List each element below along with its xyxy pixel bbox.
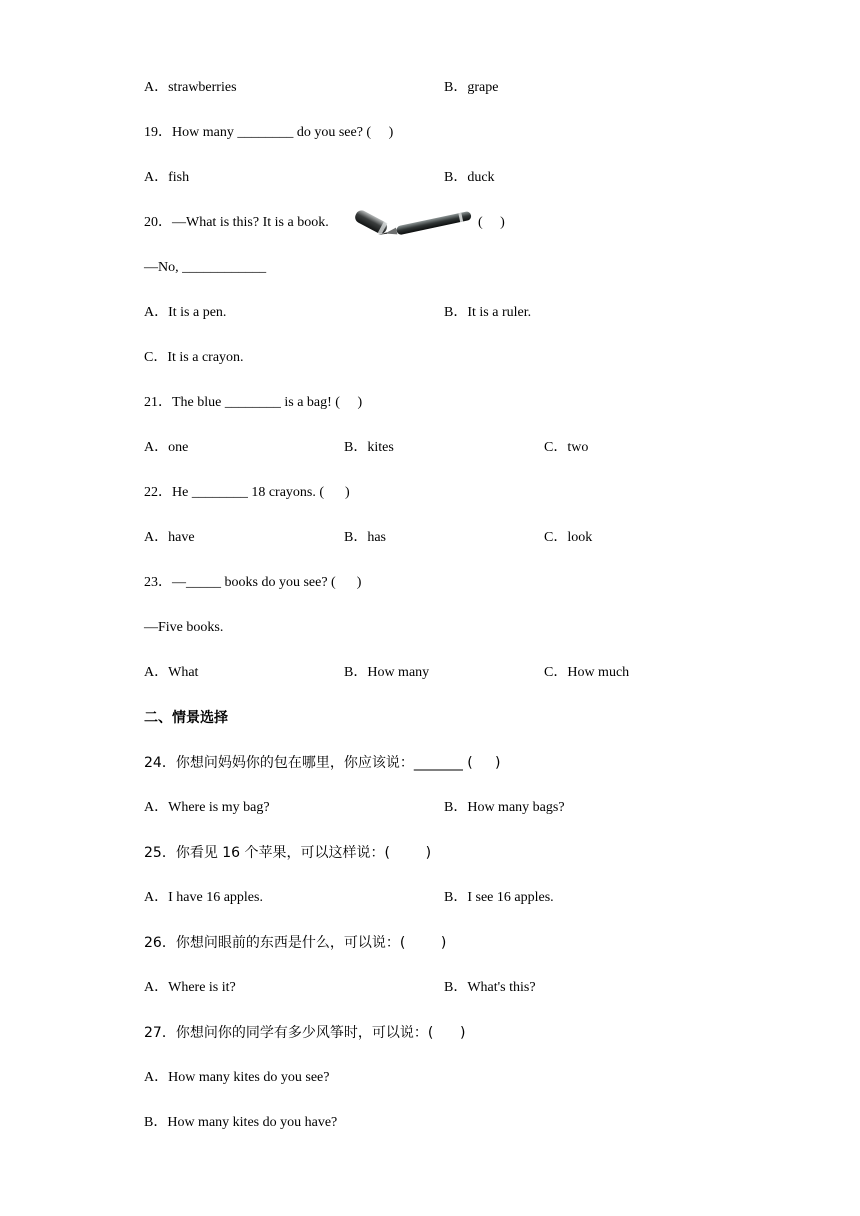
q26-option-b: B．What's this? — [444, 980, 536, 995]
q19-stem: 19．How many ________ do you see? ( ) — [144, 125, 394, 140]
section-heading: 二、情景选择 — [144, 710, 228, 726]
q23-option-a: A．What — [144, 665, 199, 680]
q20-option-b: B．It is a ruler. — [444, 305, 532, 320]
q19-option-a: A．fish — [144, 170, 190, 185]
q23-reply: —Five books. — [144, 620, 224, 635]
q22-option-c: C．look — [544, 530, 593, 545]
q25-option-b: B．I see 16 apples. — [444, 890, 554, 905]
q21-option-c: C．two — [544, 440, 589, 455]
q24-stem: 24．你想问妈妈你的包在哪里，你应该说：_______ ( ) — [144, 755, 501, 771]
q18-option-a: A．strawberries — [144, 80, 237, 95]
q22-option-a: A．have — [144, 530, 195, 545]
q20-reply: —No, ____________ — [144, 260, 267, 275]
q20-stem: 20．—What is this? It is a book. — [144, 215, 329, 230]
q22-stem: 22．He ________ 18 crayons. ( ) — [144, 485, 350, 500]
q20-option-c: C．It is a crayon. — [144, 350, 244, 365]
q26-stem: 26．你想问眼前的东西是什么，可以说：( ) — [144, 935, 447, 951]
q26-option-a: A．Where is it? — [144, 980, 236, 995]
q27-option-a: A．How many kites do you see? — [144, 1070, 330, 1085]
q24-option-b: B．How many bags? — [444, 800, 565, 815]
q27-stem: 27．你想问你的同学有多少风筝时，可以说：( ) — [144, 1025, 466, 1041]
q20-answer-paren: ( ) — [478, 215, 505, 230]
q25-stem: 25．你看见 16 个苹果，可以这样说：( ) — [144, 845, 432, 861]
q27-option-b: B．How many kites do you have? — [144, 1115, 338, 1130]
q21-stem: 21．The blue ________ is a bag! ( ) — [144, 395, 363, 410]
q19-option-b: B．duck — [444, 170, 495, 185]
q24-option-a: A．Where is my bag? — [144, 800, 270, 815]
q23-stem: 23．—_____ books do you see? ( ) — [144, 575, 362, 590]
fountain-pen-icon — [352, 204, 478, 246]
q20-option-a: A．It is a pen. — [144, 305, 227, 320]
q21-option-a: A．one — [144, 440, 189, 455]
q22-option-b: B．has — [344, 530, 386, 545]
q23-option-c: C．How much — [544, 665, 630, 680]
q23-option-b: B．How many — [344, 665, 430, 680]
q18-option-b: B．grape — [444, 80, 499, 95]
q21-option-b: B．kites — [344, 440, 394, 455]
q25-option-a: A．I have 16 apples. — [144, 890, 263, 905]
